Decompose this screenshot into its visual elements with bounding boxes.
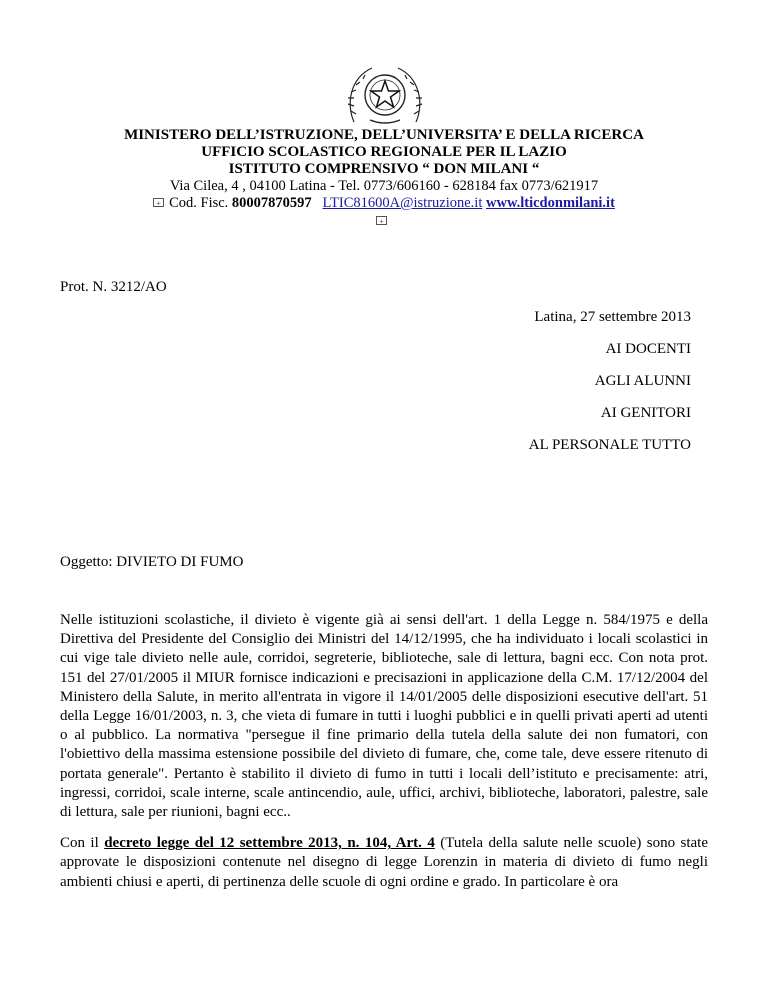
envelope-icon: + (153, 198, 164, 207)
recipient-parents: AI GENITORI (600, 405, 691, 421)
protocol-number: Prot. N. 3212/AO (60, 279, 167, 295)
recipient-staff: AL PERSONALE TUTTO (528, 437, 691, 453)
fiscal-code-label: Cod. Fisc. (169, 195, 229, 211)
recipients-block (529, 309, 691, 469)
letterhead (60, 127, 708, 228)
envelope-icon: + (376, 216, 387, 225)
paragraph-1: Nelle istituzioni scolastiche, il divieto è vigente già ai sensi dell'art. 1 della Legge n. 584/1975 e della Direttiva del Presidente del Consiglio dei Ministri del 14/12/1995, che ha individuato i locali scolastici in cui vige tale divieto nelle aule, corridoi, segreterie, biblioteche, sale di lettura, bagni ecc. Con nota prot. 151 del 27/01/2005 il MIUR fornisce indicazioni e precisazioni in applicazione della C.M. 17/12/2004 del Ministero della Salute, in merito all'entrata in vigore il 14/01/2005 delle disposizioni esecutive dell'art. 51 della Legge 16/01/2003, n. 3, che vieta di fumare in tutti i luoghi pubblici e in quelli privati aperti ad utenti o al pubblico. La normativa "persegue il fine primario della tutela della salute dei non fumatori, con l'obiettivo della massima estensione possibile del divieto di fumare, che, come tale, deve essere ritenuto di portata generale". Pertanto è stabilito il divieto di fumo in tutti i locali dell’istituto e precisamente: atri, ingressi, corridoi, scale interne, scale antincendio, aule, uffici, archivi, biblioteche, laboratori, palestre, sale di lettura, sale per riunioni, bagni ecc.. (60, 612, 708, 821)
letter-body (60, 611, 708, 904)
paragraph-2-text: (Tutela della salute nelle scuole) sono state approvate le disposizioni contenute nel disegno di legge Lorenzin in materia di divieto di fumo negli ambienti chiusi e aperti, di pertinenza delle scuole di ogni ordine e grado. In particolare è ora (60, 835, 708, 890)
italian-republic-emblem-icon (344, 64, 426, 126)
fiscal-code: 80007870597 (231, 195, 312, 211)
subject-line: Oggetto: DIVIETO DI FUMO (60, 554, 244, 570)
letter-date: Latina, 27 settembre 2013 (534, 309, 691, 325)
regional-office: UFFICIO SCOLASTICO REGIONALE PER IL LAZIO (201, 144, 567, 160)
contact-line (60, 195, 708, 212)
paragraph-2-intro: Con il (60, 835, 105, 852)
decree-reference: decreto legge del 12 settembre 2013, n. 104, Art. 4 (104, 835, 435, 852)
school-name: ISTITUTO COMPRENSIVO “ DON MILANI “ (228, 161, 540, 177)
paragraph-2 (60, 834, 708, 892)
recipient-students: AGLI ALUNNI (594, 373, 691, 389)
recipient-teachers: AI DOCENTI (605, 341, 691, 357)
email-link[interactable]: LTIC81600A@istruzione.it (322, 195, 483, 211)
website-link[interactable]: www.lticdonmilani.it (486, 195, 615, 211)
school-address: Via Cilea, 4 , 04100 Latina - Tel. 0773/606160 - 628184 fax 0773/621917 (169, 178, 599, 194)
ministry-name: MINISTERO DELL’ISTRUZIONE, DELL’UNIVERSITA’ E DELLA RICERCA (124, 127, 644, 143)
